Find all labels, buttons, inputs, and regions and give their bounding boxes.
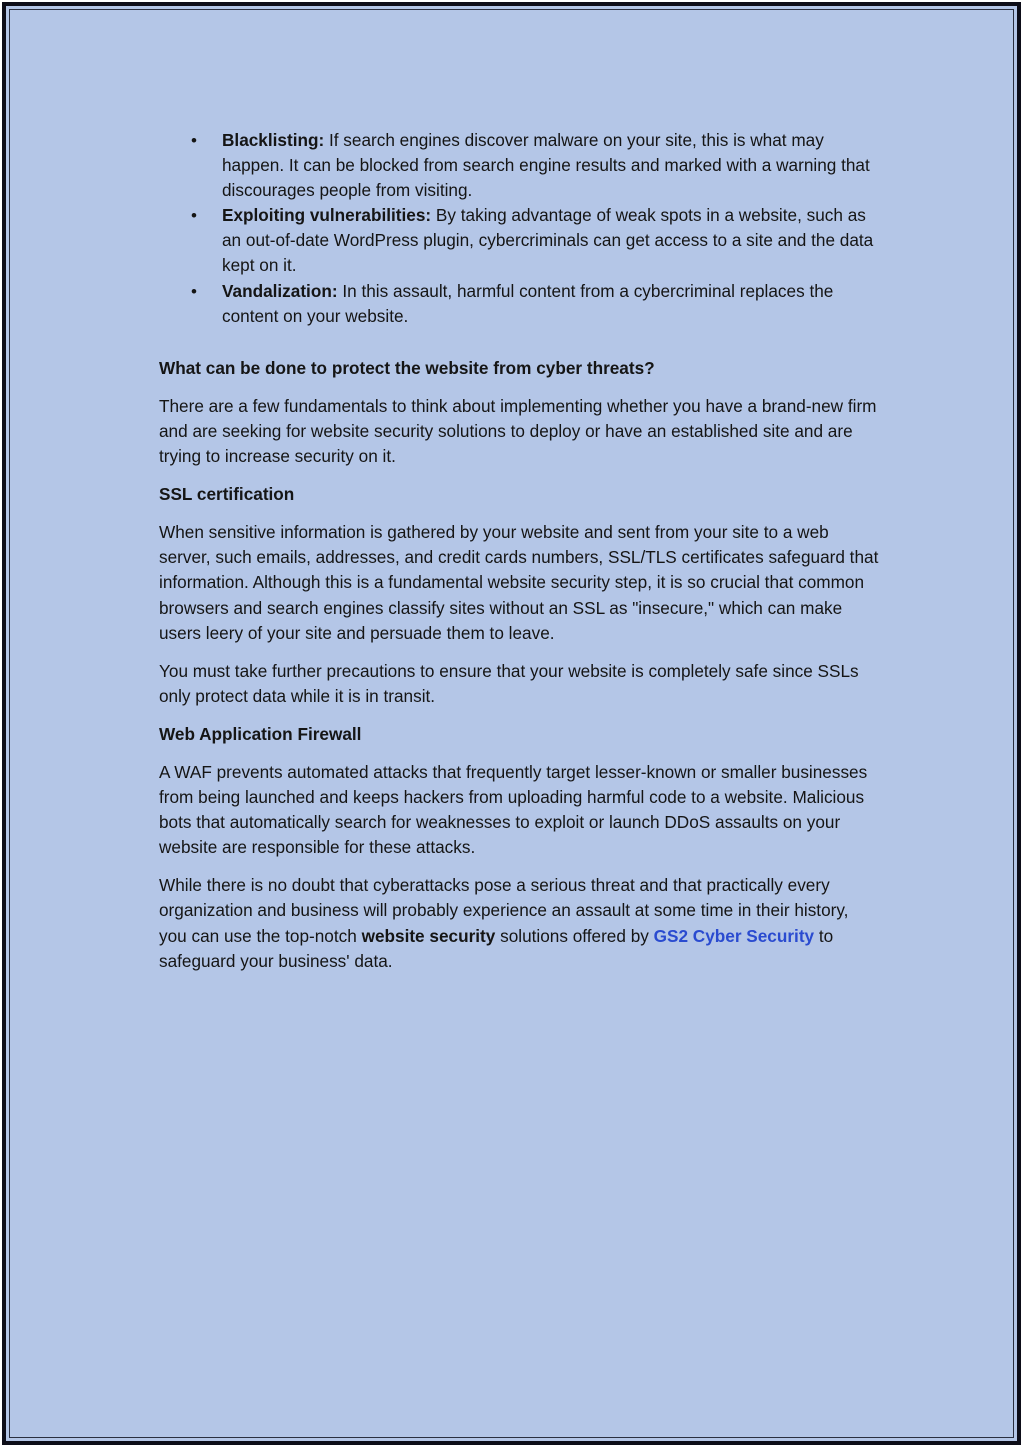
threat-list bbox=[159, 128, 879, 329]
bullet-text: In this assault, harmful content from a cybercriminal replaces the content on your website. bbox=[222, 280, 834, 326]
protect-paragraph: There are a few fundamentals to think about implementing whether you have a brand-new firm and are seeking for website security solutions to deploy or have an established site and are trying to increase security on it. bbox=[159, 395, 877, 467]
list-item bbox=[159, 128, 879, 203]
ssl-paragraph: When sensitive information is gathered by your website and sent from your site to a web server, such emails, addresses, and credit cards numbers, SSL/TLS certificates safeguard that information. Although this is a fundamental website security step, it is so crucial that common browsers and search engines classify sites without an SSL as "insecure," which can make users leery of your site and persuade them to leave. bbox=[159, 522, 879, 643]
bullet-icon: • bbox=[191, 206, 197, 226]
gs2-cyber-security-link[interactable]: GS2 Cyber Security bbox=[653, 925, 815, 946]
protect-heading: What can be done to protect the website from cyber threats? bbox=[159, 357, 655, 378]
waf-heading: Web Application Firewall bbox=[159, 723, 362, 744]
closing-paragraph bbox=[159, 873, 879, 973]
closing-text: solutions offered by bbox=[495, 925, 654, 946]
waf-paragraph: A WAF prevents automated attacks that frequently target lesser-known or smaller businesses from being launched and keeps hackers from uploading harmful code to a website. Malicious bots that automatically search for weaknesses to exploit or launch DDoS assaults on your website are responsible for these attacks. bbox=[159, 761, 868, 858]
closing-text: to safeguard your business' data. bbox=[159, 925, 834, 971]
list-item bbox=[159, 279, 879, 329]
ssl-heading: SSL certification bbox=[159, 484, 295, 505]
bullet-term: Vandalization: bbox=[222, 280, 338, 301]
closing-bold-phrase: website security bbox=[361, 925, 496, 946]
bullet-text: By taking advantage of weak spots in a website, such as an out-of-date WordPress plugin, cybercriminals can get access to a site and the data kept on it. bbox=[222, 205, 874, 276]
bullet-text: If search engines discover malware on your site, this is what may happen. It can be blocked from search engine results and marked with a warning that discourages people from visiting. bbox=[222, 130, 870, 201]
closing-text: While there is no doubt that cyberattacks pose a serious threat and that practically every organization and business will probably experience an assault at some time in their history, you can use the top-notch bbox=[159, 875, 849, 946]
bullet-icon: • bbox=[191, 131, 197, 150]
bullet-term: Blacklisting: bbox=[222, 130, 325, 150]
document-body bbox=[159, 128, 879, 974]
ssl-paragraph: You must take further precautions to ensure that your website is completely safe since SSLs only protect data while it is in transit. bbox=[159, 660, 859, 706]
bullet-icon: • bbox=[191, 281, 197, 301]
document-page bbox=[2, 2, 1021, 1445]
bullet-term: Exploiting vulnerabilities: bbox=[222, 205, 432, 226]
list-item bbox=[159, 203, 879, 278]
